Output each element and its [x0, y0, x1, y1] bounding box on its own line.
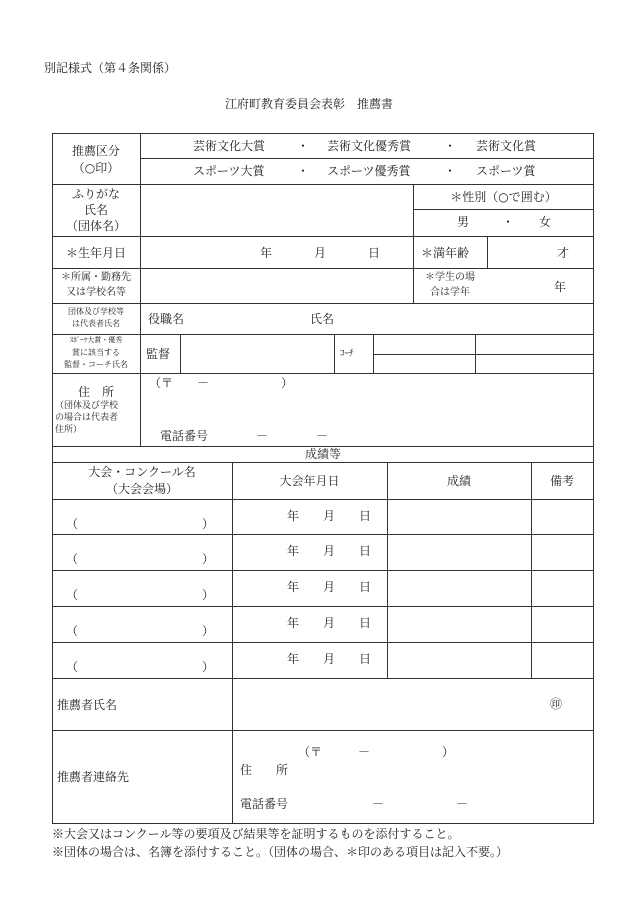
recommender-name-label: 推薦者氏名: [57, 698, 118, 712]
coach-row-label: ｽﾎﾟｰﾂ大賞・優秀: [69, 336, 123, 344]
row-open-paren: （: [66, 588, 79, 602]
birthdate-label: ＊生年月日: [65, 246, 126, 260]
row-close-paren: ）: [202, 588, 215, 602]
furigana-label: ふりがな: [71, 187, 120, 201]
gender-male[interactable]: 男: [457, 215, 470, 229]
name-field[interactable]: [141, 185, 412, 235]
recommender-contact-label: 推薦者連絡先: [57, 770, 130, 784]
row-date: 年 月 日: [287, 509, 372, 523]
award-sports-grand[interactable]: スポーツ大賞: [193, 164, 265, 178]
grade-unit: 年: [554, 280, 567, 294]
student-grade-label: ＊学生の場: [425, 272, 475, 283]
recommender-phone-label: 電話番号 － －: [240, 797, 469, 811]
age-unit: 才: [557, 246, 570, 260]
event-column-header: 大会・コンクール名: [88, 465, 196, 479]
note-group-roster: ※団体の場合は、名簿を添付すること。（団体の場合、＊印のある項目は記入不要。）: [52, 845, 509, 859]
representative-name-label: 氏名: [310, 312, 335, 326]
category-sublabel: （○印）: [72, 161, 120, 175]
position-label: 役職名: [148, 312, 185, 326]
recommender-address-label: 住 所: [240, 763, 289, 777]
separator: ・: [444, 139, 457, 153]
address-note-2: の場合は代表者: [55, 413, 119, 423]
recommender-postal: （〒 － ）: [298, 745, 455, 759]
group-name-label: （団体名）: [65, 219, 126, 233]
director-name-field[interactable]: [181, 335, 333, 372]
result-column-header: 成績: [446, 474, 471, 488]
row-close-paren: ）: [202, 624, 215, 638]
row-close-paren: ）: [202, 552, 215, 566]
birth-day-unit: 日: [368, 246, 381, 260]
recommender-name-field[interactable]: [233, 679, 533, 729]
address-note-1: （団体及び学校: [55, 401, 119, 411]
note-column-header: 備考: [549, 474, 574, 488]
seal-mark: ㊞: [550, 697, 563, 711]
row-open-paren: （: [66, 660, 79, 674]
separator: ・: [444, 164, 457, 178]
row-close-paren: ）: [202, 660, 215, 674]
form-number: 別記様式（第４条関係）: [44, 61, 177, 75]
award-arts-excellence[interactable]: 芸術文化優秀賞: [327, 139, 412, 153]
address-field[interactable]: [141, 392, 593, 424]
separator: ・: [502, 215, 515, 229]
coach-label: ｺｰﾁ: [340, 349, 354, 359]
affiliation-label-2: 又は学校名等: [66, 287, 126, 298]
award-sports[interactable]: スポーツ賞: [476, 164, 536, 178]
coach-row-label-3: 監督・コーチ氏名: [64, 360, 128, 369]
address-note-3: 住所）: [55, 425, 83, 435]
row-close-paren: ）: [202, 517, 215, 531]
row-date: 年 月 日: [287, 580, 372, 594]
category-label: 推薦区分: [71, 144, 120, 158]
row-date: 年 月 日: [287, 616, 372, 630]
separator: ・: [297, 139, 310, 153]
birth-year-unit: 年: [260, 246, 273, 260]
event-venue-header: （大会会場）: [105, 482, 178, 496]
row-open-paren: （: [66, 517, 79, 531]
date-column-header: 大会年月日: [279, 474, 340, 488]
gender-label: ＊性別（○で囲む）: [450, 190, 557, 204]
affiliation-field[interactable]: [141, 269, 412, 302]
award-sports-excellence[interactable]: スポーツ優秀賞: [327, 164, 411, 178]
results-section-title: 成績等: [304, 447, 341, 461]
affiliation-label: ＊所属・勤務先: [61, 272, 131, 283]
representative-label: 団体及び学校等: [68, 307, 124, 316]
row-open-paren: （: [66, 624, 79, 638]
award-arts-grand[interactable]: 芸術文化大賞: [193, 139, 266, 153]
student-grade-label-2: 合は学年: [430, 287, 470, 298]
name-label: 氏名: [83, 203, 108, 217]
age-label: ＊満年齢: [421, 246, 470, 260]
postal-code: （〒 － ）: [149, 376, 294, 390]
coach-row-label-2: 賞に該当する: [72, 348, 120, 357]
row-date: 年 月 日: [287, 652, 372, 666]
gender-female[interactable]: 女: [539, 215, 552, 229]
representative-label-2: は代表者氏名: [72, 319, 120, 328]
row-open-paren: （: [66, 552, 79, 566]
row-date: 年 月 日: [287, 544, 372, 558]
birth-month-unit: 月: [314, 246, 327, 260]
address-label: 住 所: [77, 385, 114, 399]
separator: ・: [297, 164, 310, 178]
phone-label: 電話番号 － －: [160, 429, 329, 443]
note-attachments: ※大会又はコンクール等の要項及び結果等を証明するものを添付すること。: [52, 827, 460, 841]
recommender-address-field[interactable]: [300, 760, 590, 782]
director-label: 監督: [146, 347, 171, 361]
award-arts[interactable]: 芸術文化賞: [476, 139, 537, 153]
form-title: 江府町教育委員会表彰 推薦書: [225, 97, 394, 111]
